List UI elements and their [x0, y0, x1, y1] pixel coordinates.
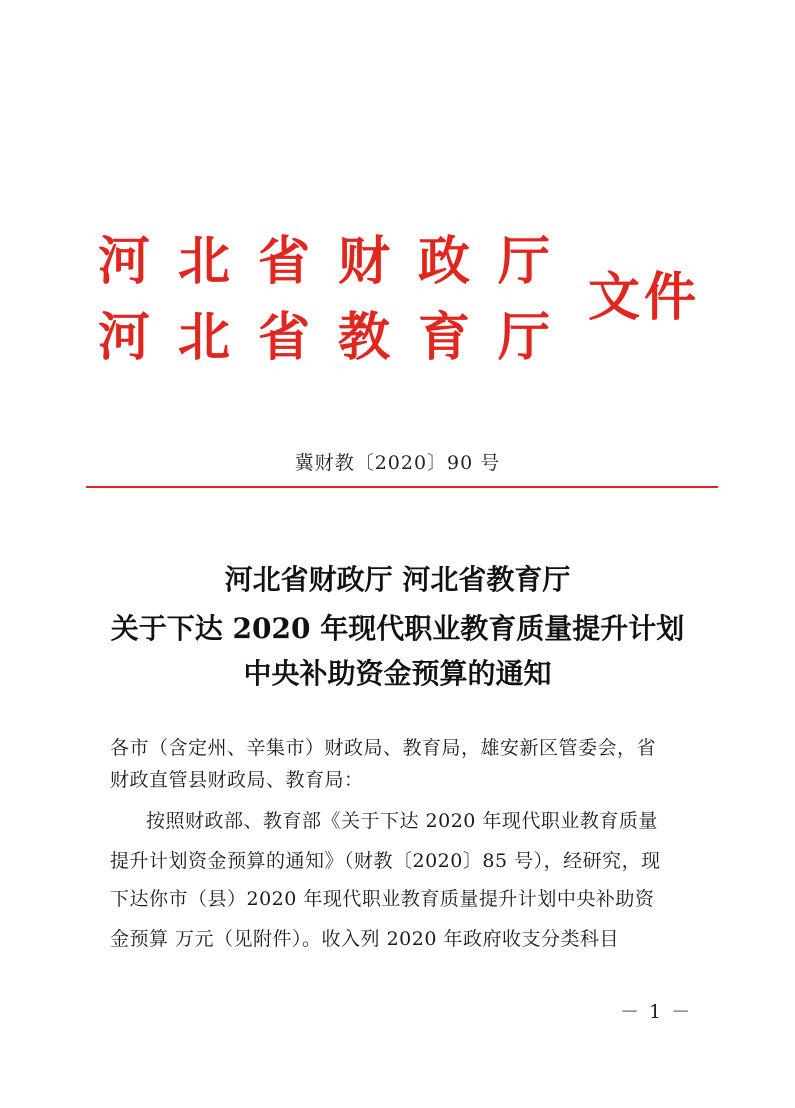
body-paragraph-line-3: 下达你市（县）2020 年现代职业教育质量提升计划中央补助资 [110, 888, 655, 910]
document-type-label: 文件 [588, 268, 701, 328]
document-header [0, 0, 795, 400]
addressee-line-2: 财政直管县财政局、教育局： [110, 769, 364, 791]
addressee-line-1: 各市（含定州、辛集市）财政局、教育局，雄安新区管委会，省 [110, 737, 657, 759]
document-number: 冀财教〔2020〕90 号 [294, 452, 501, 474]
body-paragraph-line-4: 金预算 万元（见附件）。收入列 2020 年政府收支分类科目 [110, 928, 619, 950]
title-line-2: 关于下达 2020 年现代职业教育质量提升计划 [110, 612, 685, 645]
issuer-line-1: 河北省财政厅 [98, 232, 579, 292]
body-paragraph-line-1: 按照财政部、教育部《关于下达 2020 年现代职业教育质量 [146, 810, 658, 832]
page-number: － 1 － [620, 1001, 693, 1023]
title-line-1: 河北省财政厅 河北省教育厅 [224, 563, 571, 596]
issuer-line-2: 河北省教育厅 [98, 308, 579, 368]
header-divider [86, 486, 718, 488]
title-line-3: 中央补助资金预算的通知 [243, 657, 552, 690]
body-paragraph-line-2: 提升计划资金预算的通知》（财教〔2020〕85 号），经研究，现 [110, 850, 661, 872]
